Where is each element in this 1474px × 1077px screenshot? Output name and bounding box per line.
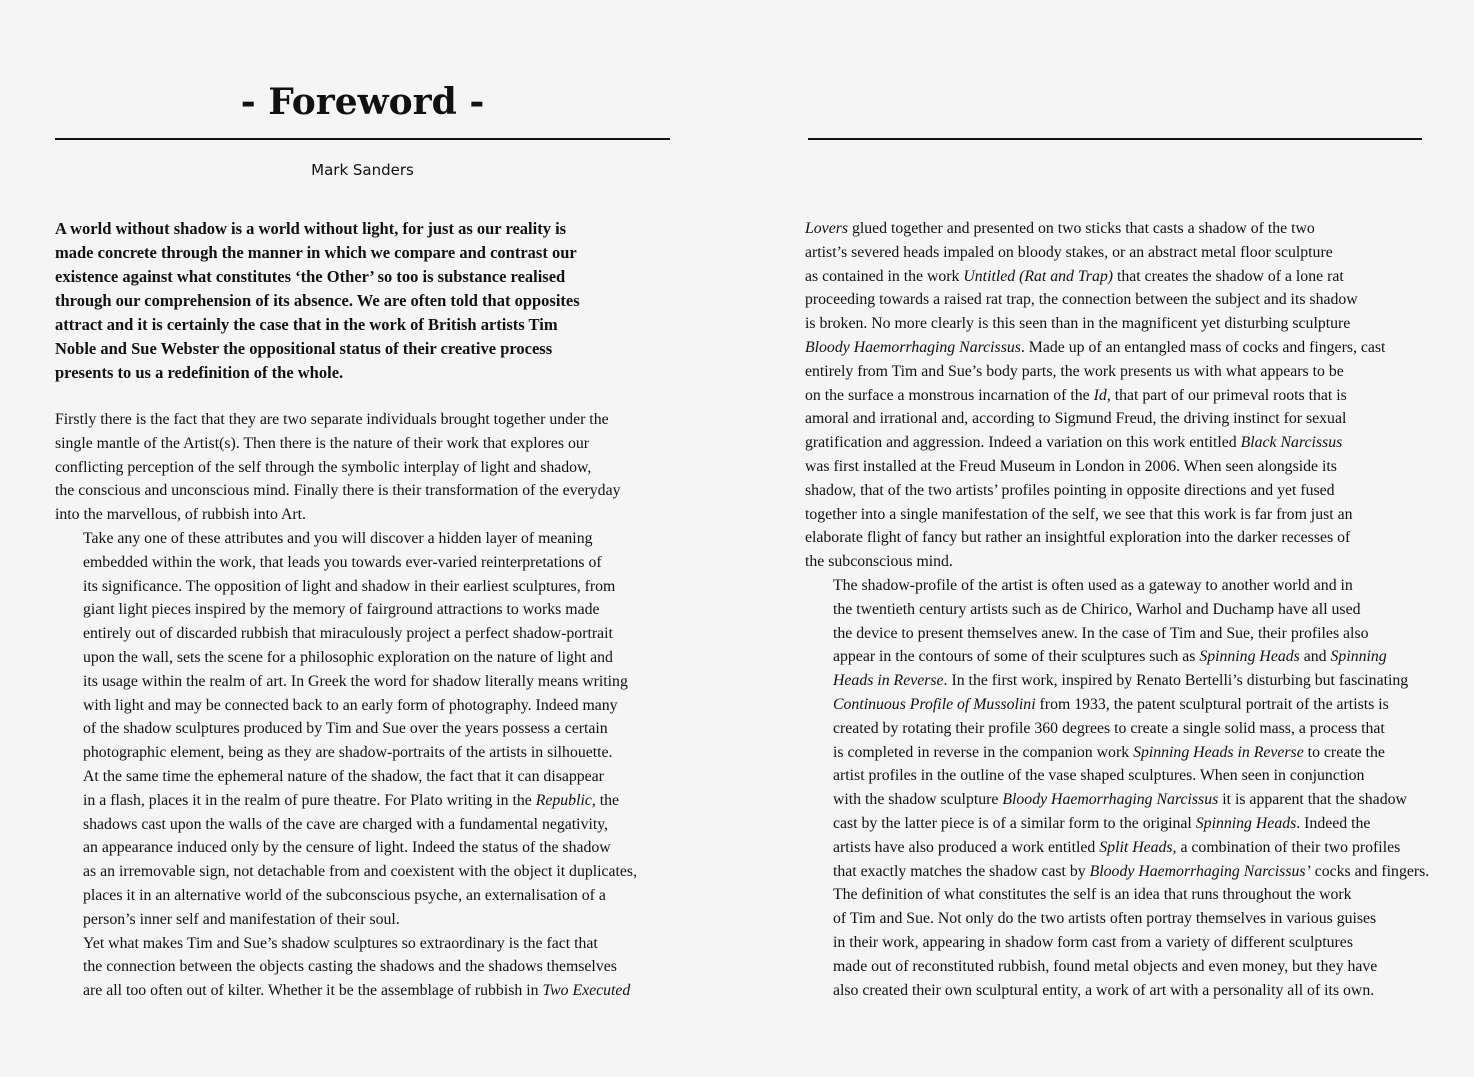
text-run: artist’s severed heads impaled on bloody stakes, or an abstract metal floor sculpture	[805, 243, 1333, 261]
italic-title: Black Narcissus	[1240, 434, 1343, 452]
italic-title: Bloody Haemorrhaging Narcissus’	[1089, 862, 1311, 880]
author-name: Mark Sanders	[311, 161, 414, 179]
text-line	[55, 932, 670, 956]
text-run: made out of reconstituted rubbish, found metal objects and even money, but they have	[833, 957, 1378, 975]
text-run: together into a single manifestation of the self, we see that this work is far from just an	[805, 505, 1353, 523]
intro-paragraph	[55, 217, 670, 385]
text-line	[55, 741, 670, 765]
text-run: the subconscious mind.	[805, 553, 953, 571]
text-line	[805, 717, 1422, 741]
text-line	[805, 217, 1422, 241]
text-line	[805, 693, 1422, 717]
text-run: amoral and irrational and, according to Sigmund Freud, the driving instinct for sexual	[805, 410, 1347, 428]
italic-title: Spinning	[1330, 648, 1387, 666]
text-line	[55, 979, 670, 1003]
body-paragraph	[55, 408, 670, 527]
text-run: from 1933, the patent sculptural portrait of the artists is	[1035, 695, 1389, 713]
text-run: At the same time the ephemeral nature of the shadow, the fact that it can disappear	[83, 767, 604, 785]
text-line	[805, 550, 1422, 574]
text-line	[55, 884, 670, 908]
text-line	[805, 384, 1422, 408]
text-line	[55, 551, 670, 575]
intro-line: A world without shadow is a world without light, for just as our reality is	[55, 219, 567, 238]
intro-line: attract and it is certainly the case that in the work of British artists Tim	[55, 315, 558, 334]
italic-title: Heads in Reverse	[833, 672, 944, 690]
page-title: - Foreword -	[240, 81, 485, 123]
text-run: Yet what makes Tim and Sue’s shadow sculptures so extraordinary is the fact that	[83, 934, 598, 952]
text-line	[55, 456, 670, 480]
text-run: that exactly matches the shadow cast by	[833, 862, 1090, 880]
italic-title: Id	[1093, 386, 1107, 404]
text-run: on the surface a monstrous incarnation of the	[805, 386, 1094, 404]
text-run: the connection between the objects casting the shadows and the shadows themselves	[83, 958, 617, 976]
text-run: cast by the latter piece is of a similar form to the original	[833, 814, 1196, 832]
text-run: of Tim and Sue. Not only do the two artists often portray themselves in various guises	[833, 910, 1377, 928]
text-run: embedded within the work, that leads you towards ever-varied reinterpretations of	[83, 553, 602, 571]
text-run: a combination of their two profiles	[1176, 838, 1401, 856]
text-run: . Made up of an entangled mass of cocks and fingers, cast	[1020, 338, 1386, 356]
text-run: The definition of what constitutes the self is an idea that runs throughout the work	[833, 886, 1352, 904]
text-line	[55, 860, 670, 884]
text-run: into the marvellous, of rubbish into Art.	[55, 506, 306, 524]
text-run: elaborate flight of fancy but rather an insightful exploration into the darker recesses of	[805, 529, 1351, 547]
text-line	[805, 526, 1422, 550]
text-run: with the shadow sculpture	[833, 791, 1003, 809]
text-run: person’s inner self and manifestation of their soul.	[83, 910, 400, 928]
text-run: single mantle of the Artist(s). Then there is the nature of their work that explores our	[55, 434, 590, 452]
text-line	[55, 694, 670, 718]
text-run: is broken. No more clearly is this seen than in the magnificent yet disturbing sculpture	[805, 315, 1351, 333]
text-line	[55, 622, 670, 646]
text-run: with light and may be connected back to an early form of photography. Indeed many	[83, 696, 618, 714]
text-run: gratification and aggression. Indeed a variation on this work entitled	[805, 434, 1241, 452]
text-line	[805, 669, 1422, 693]
intro-line: presents to us a redefinition of the whole.	[55, 363, 344, 382]
text-run: places it in an alternative world of the subconscious psyche, an externalisation of a	[83, 886, 606, 904]
text-line	[805, 455, 1422, 479]
text-line	[55, 432, 670, 456]
text-run: in a flash, places it in the realm of pure theatre. For Plato writing in the	[83, 791, 536, 809]
text-line	[55, 408, 670, 432]
italic-title: Bloody Haemorrhaging Narcissus	[1002, 791, 1219, 809]
text-run: artists have also produced a work entitled	[833, 838, 1100, 856]
text-run: Take any one of these attributes and you will discover a hidden layer of meaning	[83, 529, 593, 547]
body-paragraph	[805, 883, 1422, 1002]
text-run: . In the first work, inspired by Renato Bertelli’s disturbing but fascinating	[943, 672, 1409, 690]
text-line	[805, 836, 1422, 860]
text-line	[805, 955, 1422, 979]
body-paragraph	[805, 574, 1430, 883]
text-line	[805, 360, 1422, 384]
text-run: upon the wall, sets the scene for a philosophic exploration on the nature of light and	[83, 648, 613, 666]
text-run: photographic element, being as they are shadow-portraits of the artists in silhouette.	[83, 744, 613, 762]
text-run: and	[1299, 648, 1331, 666]
title-rule-right	[808, 138, 1422, 140]
text-run: proceeding towards a raised rat trap, the connection between the subject and its shadow	[805, 291, 1358, 309]
text-line	[55, 646, 670, 670]
italic-title: Continuous Profile of Mussolini	[833, 695, 1036, 713]
italic-title: Lovers	[805, 220, 849, 237]
text-line	[805, 883, 1422, 907]
text-line	[805, 812, 1422, 836]
text-line	[55, 789, 670, 813]
intro-line: made concrete through the manner in which we compare and contrast our	[55, 243, 577, 262]
text-line	[805, 479, 1422, 503]
text-line	[805, 336, 1422, 360]
text-run: , that part of our primeval roots that is	[1106, 386, 1347, 404]
text-run: of the shadow sculptures produced by Tim and Sue over the years possess a certain	[83, 720, 608, 738]
text-line	[805, 312, 1422, 336]
italic-title: Two Executed	[542, 982, 631, 1000]
text-line	[55, 527, 670, 551]
text-line	[55, 836, 670, 860]
text-line	[805, 979, 1422, 1003]
body-paragraph	[55, 932, 670, 1003]
left-column-body	[55, 408, 670, 1003]
italic-title: Spinning Heads	[1199, 648, 1300, 666]
italic-title: Bloody Haemorrhaging Narcissus	[805, 338, 1021, 356]
text-run: artist profiles in the outline of the vase shaped sculptures. When seen in conjunction	[833, 767, 1365, 785]
text-run: Firstly there is the fact that they are two separate individuals brought together under the	[55, 411, 609, 428]
text-line	[55, 765, 670, 789]
title-rule-left	[55, 138, 670, 140]
text-line	[55, 479, 670, 503]
text-line	[55, 670, 670, 694]
text-line	[805, 574, 1422, 598]
text-run: its usage within the realm of art. In Greek the word for shadow literally means writing	[83, 672, 628, 690]
text-line	[805, 860, 1430, 884]
text-run: . Indeed the	[1296, 814, 1371, 832]
text-line	[805, 764, 1422, 788]
text-run: , the	[591, 791, 620, 809]
text-run: also created their own sculptural entity, a work of art with a personality all of its own.	[833, 981, 1375, 999]
text-run: are all too often out of kilter. Whether it be the assemblage of rubbish in	[83, 982, 543, 1000]
text-run: conflicting perception of the self through the symbolic interplay of light and shadow,	[55, 458, 592, 476]
text-run: to create the	[1303, 743, 1385, 761]
text-line	[55, 717, 670, 741]
italic-title: Spinning Heads	[1195, 814, 1297, 832]
text-run: it is apparent that the shadow	[1218, 791, 1407, 809]
text-line	[805, 431, 1422, 455]
text-line	[805, 265, 1422, 289]
text-line	[805, 407, 1422, 431]
text-run: giant light pieces inspired by the memory of fairground attractions to works made	[83, 601, 600, 619]
text-run: that creates the shadow of a lone rat	[1113, 267, 1344, 285]
italic-title: Spinning Heads in Reverse	[1133, 743, 1304, 761]
text-run: entirely out of discarded rubbish that miraculously project a perfect shadow-portrait	[83, 625, 613, 643]
text-line	[805, 907, 1422, 931]
text-run: shadow, that of the two artists’ profiles pointing in opposite directions and yet fused	[805, 481, 1335, 499]
italic-title: Republic	[535, 791, 592, 809]
italic-title: Untitled (Rat and Trap)	[963, 267, 1114, 285]
text-run: the device to present themselves anew. In the case of Tim and Sue, their profiles also	[833, 624, 1369, 642]
text-line	[55, 598, 670, 622]
text-line	[55, 908, 670, 932]
text-line	[805, 741, 1422, 765]
right-column-body	[805, 217, 1430, 1002]
text-line	[805, 645, 1422, 669]
text-run: cocks and fingers.	[1310, 862, 1430, 880]
text-run: in their work, appearing in shadow form cast from a variety of different sculptures	[833, 933, 1353, 951]
body-paragraph	[55, 527, 670, 932]
text-line	[805, 788, 1422, 812]
body-paragraph	[805, 217, 1422, 574]
text-run: as an irremovable sign, not detachable from and coexistent with the object it duplicates,	[83, 863, 638, 881]
text-run: glued together and presented on two sticks that casts a shadow of the two	[848, 220, 1315, 237]
text-run: was first installed at the Freud Museum in London in 2006. When seen alongside its	[805, 457, 1337, 475]
text-run: as contained in the work	[805, 267, 964, 285]
text-run: shadows cast upon the walls of the cave are charged with a fundamental negativity,	[83, 815, 609, 833]
intro-line: existence against what constitutes ‘the Other’ so too is substance realised	[55, 267, 566, 286]
intro-line: Noble and Sue Webster the oppositional status of their creative process	[55, 339, 553, 358]
text-run: the conscious and unconscious mind. Finally there is their transformation of the everyday	[55, 482, 621, 500]
text-run: the twentieth century artists such as de Chirico, Warhol and Duchamp have all used	[833, 600, 1361, 618]
text-line	[805, 503, 1422, 527]
text-run: The shadow-profile of the artist is often used as a gateway to another world and in	[833, 576, 1353, 594]
text-line	[55, 503, 670, 527]
text-run: is completed in reverse in the companion work	[833, 743, 1134, 761]
text-line	[55, 575, 670, 599]
text-line	[55, 813, 670, 837]
intro-line: through our comprehension of its absence. We are often told that opposites	[55, 291, 580, 310]
text-run: appear in the contours of some of their sculptures such as	[833, 648, 1200, 666]
italic-title: Split Heads,	[1099, 838, 1177, 856]
text-line	[805, 931, 1422, 955]
text-run: an appearance induced only by the censure of light. Indeed the status of the shadow	[83, 839, 611, 857]
text-run: created by rotating their profile 360 degrees to create a single solid mass, a process that	[833, 719, 1385, 737]
text-run: entirely from Tim and Sue’s body parts, the work presents us with what appears to be	[805, 362, 1344, 380]
text-line	[805, 288, 1422, 312]
text-run: its significance. The opposition of light and shadow in their earliest sculptures, from	[83, 577, 616, 595]
text-line	[805, 622, 1422, 646]
text-line	[805, 598, 1422, 622]
text-line	[805, 241, 1422, 265]
text-line	[55, 955, 670, 979]
